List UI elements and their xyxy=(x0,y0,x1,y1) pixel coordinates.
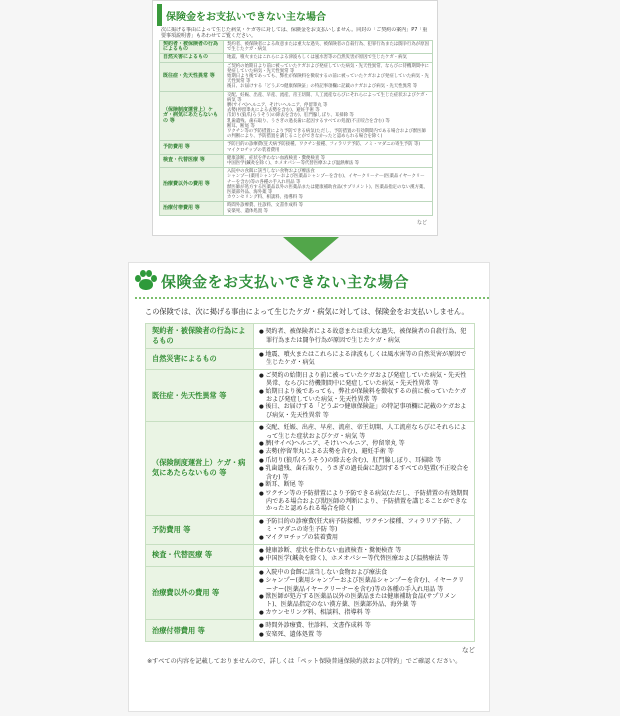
exclusion-list-item: ● 獣医師が処方する医薬品以外の医薬品または健康補助食品(サプリメント)、医薬品指定のない漢方薬、医薬部外品、海外薬 等 xyxy=(259,593,470,609)
exclusion-list-item: ● 交配、妊娠、出産、早産、流産、帝王切開、人工流産ならびにそれらによって生じた症状およびケガ・病気 等 xyxy=(259,424,470,440)
thumb-list-item: • 予防目的の診療費(狂犬病予防接種、ワクチン接種、フィラリア予防、ノミ・マダニの寄生予防 等) xyxy=(227,142,429,147)
exclusion-list-item: ● 断耳、断尾 等 xyxy=(259,481,470,489)
footnote: ※すべての内容を記載しておりませんので、詳しくは「ペット保険普通保険約款および特約」でご確認ください。 xyxy=(147,658,462,665)
exclusion-table xyxy=(145,323,475,642)
thumb-list-item: • シャンプー(薬用シャンプーおよび医薬品シャンプーを含む)、イヤークリーナー(医薬品イヤークリーナーを含む)等の各種の手入れ用品 等 xyxy=(227,174,429,184)
section-header xyxy=(129,263,489,299)
thumb-list-item: • 中国医学(鍼灸を除く)、ホメオパシー等代替医療および温熱療法 等 xyxy=(227,161,429,166)
thumb-list-item: • 安楽死、遺体処置 等 xyxy=(227,209,429,214)
thumb-list-item: • 始期日より後であっても、弊社が保険料を徴収するの前に被っていたケガおよび発症していた病気・先天性異常 等 xyxy=(227,74,429,84)
thumb-row-heading: 契約者・被保険者の行為によるもの xyxy=(160,41,224,54)
thumb-list-item: • カウンセリング料、相談料、指導料 等 xyxy=(227,195,429,200)
exclusion-row xyxy=(146,544,475,566)
thumb-row-heading: 治療費以外の費用 等 xyxy=(160,168,224,202)
exclusion-row xyxy=(146,369,475,421)
exclusion-list-item: ● 爪切り(狼爪(ろうそう)の除去を含む)、肛門腺しぼり、耳掃除 等 xyxy=(259,457,470,465)
exclusion-row-heading: 自然災害によるもの xyxy=(146,349,254,370)
thumb-row-heading: 自然災害によるもの xyxy=(160,54,224,62)
exclusion-list-item: ● 始期日より後であっても、弊社が保険料を徴収するの前に被っていたケガおよび発症していた病気・先天性異常 等 xyxy=(259,388,470,404)
exclusion-list-item: ● ワクチン等の予防措置により予防できる病気(ただし、予防措置の有効期間内である場合および獣医師の判断により、予防措置を講じることができなかったと認められる場合を除く) xyxy=(259,490,470,513)
exclusion-row xyxy=(146,422,475,515)
exclusion-list-item: ● 臍(サイベ)ヘルニア、そけいヘルニア、停留睾丸 等 xyxy=(259,440,470,448)
thumb-list-item: • ワクチン等の予防措置により予防できる病気(ただし、予防措置の有効期間内である場合および獣医師の判断により、予防措置を講じることができなかったと認められる場合を除く) xyxy=(227,129,429,139)
thumb-intro: 次に掲げる事由によって生じた病気・ケガ等に対しては、保険金をお支払いしません。同封の「ご契約の案内」P7「重要事項説明書」もあわせてご覧ください。 xyxy=(161,27,428,39)
exclusion-row xyxy=(146,515,475,544)
thumb-row xyxy=(160,154,433,167)
exclusion-row xyxy=(146,566,475,619)
thumb-row-heading: 治療付帯費用 等 xyxy=(160,202,224,215)
thumb-row-heading: 予防費用 等 xyxy=(160,141,224,154)
thumb-row-body xyxy=(224,154,433,167)
thumb-row-body xyxy=(224,91,433,141)
thumb-row-body xyxy=(224,168,433,202)
thumb-row xyxy=(160,168,433,202)
thumb-row-heading: 既往症・先天性異常 等 xyxy=(160,62,224,91)
thumb-row-body xyxy=(224,202,433,215)
exclusion-list-item: ● 時間外診療費、往診料、文書作成料 等 xyxy=(259,622,470,630)
down-arrow-icon xyxy=(283,237,339,261)
exclusion-row-heading: 予防費用 等 xyxy=(146,515,254,544)
exclusion-row-body xyxy=(254,544,475,566)
exclusion-list-item: ● ご契約の始期日より前に被っていたケガおよび発症していた病気・先天性異常、ならびに待機期間中に発症していた病気・先天性異常 等 xyxy=(259,372,470,388)
thumb-row xyxy=(160,54,433,62)
exclusion-list-item: ● 乳歯遺残、歯石取り、うさぎの過長歯に起因するすべての処置(不正咬合を含む) 等 xyxy=(259,465,470,481)
thumb-list-item: • マイクロチップの装着費用 xyxy=(227,148,429,153)
exclusion-list-item: ● 入院中の食餌に該当しない食物および療法食 xyxy=(259,569,470,577)
exclusion-row-heading: 契約者・被保険者の行為によるもの xyxy=(146,324,254,349)
exclusion-row-heading: 治療費以外の費用 等 xyxy=(146,566,254,619)
exclusion-list-item: ● 中国医学(鍼灸を除く)、ホメオパシー等代替医療および温熱療法 等 xyxy=(259,555,470,563)
thumb-row xyxy=(160,62,433,91)
intro-text: この保険では、次に掲げる事由によって生じたケガ・病気に対しては、保険金をお支払いしません。 xyxy=(145,307,469,316)
thumb-row xyxy=(160,41,433,54)
exclusion-row xyxy=(146,620,475,642)
thumb-list-item: • 断耳、断尾 等 xyxy=(227,124,429,129)
thumb-list-item: • 爪切り(狼爪(ろうそう)の除去を含む)、肛門腺しぼり、耳掃除 等 xyxy=(227,113,429,118)
thumb-list-item: • 後日、お届けする「どうぶつ健康保険証」の特記事項欄に記載のケガおよび病気・先天性異常 等 xyxy=(227,84,429,89)
exclusion-row xyxy=(146,349,475,370)
exclusion-list-item: ● 安楽死、遺体処置 等 xyxy=(259,631,470,639)
exclusion-list-item: ● 健康診断、症状を伴わない血液検査・糞便検査 等 xyxy=(259,547,470,555)
exclusion-list-item: ● 契約者、被保険者による故意または重大な過失、被保険者の自殺行為、犯罪行為または闘争行為が原因で生じたケガ・病気 xyxy=(259,328,470,344)
exclusion-list-item: ● マイクロチップの装着費用 xyxy=(259,534,470,542)
thumb-row-heading: 検査・代替医療 等 xyxy=(160,154,224,167)
thumb-list-item: • 交配、妊娠、出産、早産、流産、帝王切開、人工流産ならびにそれらによって生じた症状およびケガ・病気 等 xyxy=(227,93,429,103)
exclusion-row-body xyxy=(254,324,475,349)
thumb-row xyxy=(160,202,433,215)
exclusion-list-item: ● 後日、お届けする「どうぶつ健康保険証」の特記事項欄に記載のケガおよび病気・先天性異常 等 xyxy=(259,403,470,419)
exclusion-row-heading: （保険制度運営上）ケガ・病気にあたらないもの 等 xyxy=(146,422,254,515)
thumb-list-item: • 健康診断、症状を伴わない血液検査・糞便検査 等 xyxy=(227,156,429,161)
thumb-list-item: • 入院中の食餌に該当しない食物および療法食 xyxy=(227,169,429,174)
exclusion-row-body xyxy=(254,369,475,421)
exclusion-row-body xyxy=(254,422,475,515)
thumb-list-item: • 去勢(停留睾丸による去勢を含む)、避妊手術 等 xyxy=(227,108,429,113)
thumb-row xyxy=(160,141,433,154)
thumb-title: 保険金をお支払いできない主な場合 xyxy=(157,4,437,26)
thumb-list-item: • 臍(サイベ)ヘルニア、そけいヘルニア、停留睾丸 等 xyxy=(227,103,429,108)
etc-note: など xyxy=(462,646,475,654)
thumb-list-item: • ご契約の始期日より前に被っていたケガおよび発症していた病気・先天性異常、ならびに待機期間中に発症していた病気・先天性異常 等 xyxy=(227,64,429,74)
exclusion-row-body xyxy=(254,566,475,619)
thumb-list-item: • 時間外診療費、往診料、文書作成料 等 xyxy=(227,203,429,208)
thumb-etc-note: など xyxy=(416,219,427,226)
exclusion-row-heading: 治療付帯費用 等 xyxy=(146,620,254,642)
exclusion-row-body xyxy=(254,620,475,642)
thumb-row-heading: （保険制度運営上）ケガ・病気にあたらないもの 等 xyxy=(160,91,224,141)
exclusion-list-item: ● 予防目的の診療費(狂犬病予防接種、ワクチン接種、フィラリア予防、ノミ・マダニの寄生予防 等) xyxy=(259,518,470,534)
thumb-row-body xyxy=(224,62,433,91)
exclusion-row xyxy=(146,324,475,349)
thumb-row-body xyxy=(224,141,433,154)
exclusion-row-body xyxy=(254,515,475,544)
thumb-list-item: • 契約者、被保険者による故意または重大な過失、被保険者の自殺行為、犯罪行為または闘争行為が原因で生じたケガ・病気 xyxy=(227,42,429,52)
original-document-thumbnail xyxy=(152,0,438,236)
exclusion-list-item: ● シャンプー(薬用シャンプーおよび医薬品シャンプーを含む)、イヤークリーナー(医薬品イヤークリーナーを含む)等の各種の手入れ用品 等 xyxy=(259,577,470,593)
thumb-list-item: • 乳歯遺残、歯石取り、うさぎの過長歯に起因するすべての処置(不正咬合を含む) 等 xyxy=(227,119,429,124)
thumb-row xyxy=(160,91,433,141)
exclusion-row-heading: 既往症・先天性異常 等 xyxy=(146,369,254,421)
thumb-row-body xyxy=(224,41,433,54)
revised-document-panel xyxy=(128,262,490,712)
exclusion-list-item: ● 地震、噴火またはこれらによる津波もしくは風水害等の自然災害が原因で生じたケガ・病気 xyxy=(259,351,470,367)
thumb-exclusion-table xyxy=(159,40,433,216)
exclusion-list-item: ● 去勢(停留睾丸による去勢を含む)、避妊手術 等 xyxy=(259,448,470,456)
exclusion-list-item: ● カウンセリング料、相談料、指導料 等 xyxy=(259,609,470,617)
page-title: 保険金をお支払いできない主な場合 xyxy=(161,272,410,291)
thumb-list-item: • 獣医師が処方する医薬品以外の医薬品または健康補助食品(サプリメント)、医薬品指定のない漢方薬、医薬部外品、海外薬 等 xyxy=(227,185,429,195)
thumb-list-item: • 地震、噴火またはこれらによる津波もしくは風水害等の自然災害が原因で生じたケガ・病気 xyxy=(227,55,429,60)
exclusion-row-heading: 検査・代替医療 等 xyxy=(146,544,254,566)
paw-icon xyxy=(135,270,157,292)
exclusion-row-body xyxy=(254,349,475,370)
thumb-row-body xyxy=(224,54,433,62)
